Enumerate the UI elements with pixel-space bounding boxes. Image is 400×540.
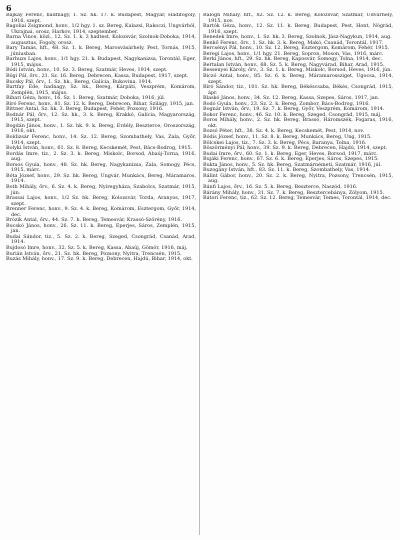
list-entry: Berki János, hft., 29. Sz. hk. Bereg, Kaposvár, Somogy, Tolna, 1914, dec. <box>203 56 383 63</box>
left-column <box>6 13 196 537</box>
page-number: 6 <box>6 3 12 13</box>
list-entry: Bódis József, honv., 11. Sz. 8. k. Bereg, Munkács, Bereg, Ung, 1915. <box>203 134 372 141</box>
list-entry: Biczó Antal, honv., 85. Sz. 6. k. Bereg, Máramarossziget, Ugocsa, 1914, szept. <box>203 73 393 85</box>
list-entry: Bölcskei Lajos, tiz., 7. Sz. 3. k. Bereg, Pécs, Baranya, Tolna, 1916. <box>203 139 367 146</box>
list-entry: Bozsó Péter, hft., 38. Sz. 4. k. Bereg, Kecskemét, Pest, 1914, nov. <box>203 128 365 135</box>
list-entry: Bartfay Ede, hadnagy, Sz. hk., Bereg, Kárpáti, Veszprém, Komárom, Zemplén, 1915, május. <box>6 84 196 96</box>
column-divider <box>199 13 200 535</box>
list-entry: Bodó Gyula, honv., 23. Sz. 2. k. Bereg, Zombor, Bács-Bodrog, 1916. <box>203 100 370 107</box>
list-entry: Beregi Lajos, honv., 1/1 hgy. 21. Bereg, Sopron, Moson, Vas, 1916, márc. <box>203 50 384 57</box>
list-entry: Buzás Mihály, honv., 17. Sz. 9. k. Bereg, Debrecen, Hajdú, Bihar, 1914, okt. <box>6 256 193 263</box>
list-entry: Bálint Gábor, honv., 20. Sz. 2. k. Bereg, Nyitra, Pozsony, Trencsén, 1915, aug. <box>203 172 393 185</box>
list-entry: Borsos Gyula, honv., 48. Sz. hk. Bereg, Nagykanizsa, Zala, Somogy, Pécs, 1915, márc. <box>6 161 196 174</box>
list-entry: Bódi István, honv., 10. Sz. 3. Bereg, Szatmár, Heves, 1914, szept. <box>6 67 168 74</box>
list-entry: Benedek Imre, honv., 1. Sz. hk. 3. Bereg, Szolnok, Jász-Nagykun, 1914, aug. <box>203 34 392 41</box>
list-entry: Bíró Sándor, tiz., 101. Sz. hk. Bereg, Békéscsaba, Békés, Csongrád, 1915, ápr. <box>203 84 393 96</box>
list-entry: Balogh Mihály, hft., 82. Sz. 12. k. Bereg, Kolozsvár, Szatmár, Udvarhely, 1915, nov. <box>203 13 393 24</box>
list-entry: Bokor Ferenc, honv., 46. Sz. 10. k. Bereg, Szeged, Csongrád, 1915, máj. <box>203 111 382 118</box>
list-entry: Bíró Ferenc, honv., 81. Sz. 12. k. Bereg, Debrecen, Bihar, Szilágy, 1915, jan. <box>6 100 195 107</box>
list-entry: Boros Mihály, honv., 2. Sz. hk. Bereg, Brassó, Háromszék, Fogaras, 1916, okt. <box>203 117 393 129</box>
list-entry: Bognár István, őrv., 19. Sz. 7. k. Bereg, Győr, Veszprém, Komárom, 1914. <box>203 106 385 113</box>
list-entry: Both Mihály, őrv., 6. Sz. 4. k. Bereg, Nyíregyháza, Szabolcs, Szatmár, 1915, jún. <box>6 183 196 196</box>
list-entry: Buzogány István, hft., 83. Sz. 11. k. Bereg, Szombathely, Vas, 1914. <box>203 167 371 174</box>
list-entry: Brózik Antal, őrv., 44. Sz. 7. k. Bereg, Temesvár, Krassó-Szörény, 1916. <box>6 217 182 224</box>
list-entry: Bartók Géza, honv., 12. Sz. 11. k. Bereg, Budapest, Pest, Hont, Nógrád, 1916, szept. <box>203 23 393 35</box>
list-entry: Bagoliai Zsigmond, honv., 1/2 hgy. 1. sz. Bereg, Kalazsi, Rakoczi, Ungvárból, Ukrajnai, orosz, Harkov, 1914, szeptember. <box>6 23 196 35</box>
list-entry: Bercsényi Pál, honv., 10. Sz. 12. Bereg, Esztergom, Komárom, Fehér, 1915. <box>203 45 390 52</box>
list-entry: Bóta József, honv., 29. Sz. hk. Bereg, Ungvár, Munkács, Bereg, Máramaros, 1914. <box>6 172 196 185</box>
list-entry: Bujáki Ferenc, honv., 67. Sz. 6. k. Bereg, Eperjes, Sáros, Szepes, 1915. <box>203 156 379 163</box>
list-entry: Bogdán János, honv., 1. Sz. hk. 9. k. Bereg, Erdély, Beszterce, Oroszország, 1916, okt. <box>6 122 196 135</box>
list-entry: Bucskó János, honv., 26. Sz. 11. k. Bereg, Eperjes, Sáros, Zemplén, 1915, jan. <box>6 222 196 235</box>
list-entry: Boldizsár Ferenc, honv., 14. Sz. 12. Bereg, Szombathely, Vas, Zala, Győr, 1914, szept. <box>6 134 196 146</box>
list-entry: Barna Vince, közl., 12. Sz. 1. k. 3 hadtest, Kolozsvár, Szolnok-Doboka, 1914, augusztus, Fogoly, orosz. <box>6 34 196 46</box>
list-entry: Bögi Pál, őrv., 21. Sz. 16. Bereg, Debrecen, Kassa, Budapest, 1917, szept. <box>6 73 189 80</box>
list-entry: Brassai Lajos, honv., 1/2 Sz. hk. Bereg, Kolozsvár, Torda, Aranyos, 1917, szept. <box>6 195 196 207</box>
list-entry: Bánfi Lajos, őrv., 16. Sz. 5. k. Bereg, Beszterce, Naszód, 1916. <box>203 183 358 190</box>
list-entry: Blaskó János, honv., 34. Sz. 12. Bereg, Kassa, Szepes, Sáros, 1917, jan. <box>203 95 380 102</box>
list-entry: Barhuzs Lajos, honv., 1/1 hgy. 21. k. Budapest, Nagykanizsa, Torontál, Eger, 1915, május. <box>6 56 196 68</box>
list-entry: Bárány Mihály, honv., 31. Sz. 7. k. Bereg, Besztercebánya, Zólyom, 1915. <box>203 189 385 196</box>
list-entry: Bertalan István, honv., 68. Sz. 5. k. Bereg, Nagyvárad, Bihar, Arad, 1915. <box>203 61 385 68</box>
list-entry: Brenner Ferenc, honv., 9. Sz. 4. k. Bereg, Komárom, Esztergom, Győr, 1914, dec. <box>6 206 196 218</box>
list-entry: Böszörményi Pál, honv., 39. Sz. 9. k. Bereg, Debrecen, Hajdú, 1914, szept. <box>203 145 388 152</box>
list-entry: Bittner Antal, Sz. hk. 3. Bereg, Budapest, Fehér, Pozsony, 1916. <box>6 106 164 113</box>
right-column <box>203 13 393 537</box>
list-entry: Bary Tamás, hft., 48. Sz. 1. k. Bereg, Marosvásárhely, Pest, Tornás, 1915, júniusban. <box>6 45 196 57</box>
list-entry: Bolyki István, honv., 61. Sz. 8. Bereg, Kecskemét, Pest, Bács-Bodrog, 1915. <box>6 145 193 152</box>
list-entry: Budai Imre, őrv., 60. Sz. 1. k. Bereg, Eger, Heves, Borsod, 1917, márc. <box>203 150 378 157</box>
list-entry: Benkő Ferenc, őrv., 1. Sz. hk. 3. k. Bereg, Makó, Csanád, Torontál, 1917. <box>203 39 384 46</box>
list-entry: Bukta János, honv., 5. Sz. hk. Bereg, Szatmárnémeti, Szatmár, 1916, júl. <box>203 161 382 168</box>
list-entry: Bordás Imre, tiz., 2. Sz. 3. k. Bereg, Miskolc, Borsod, Abaúj-Torna, 1916, aug. <box>6 150 196 163</box>
list-entry: Bátori Ferenc, tiz., 62. Sz. 12. Bereg, Temesvár, Temes, Torontál, 1914, dec. <box>203 195 392 202</box>
list-entry: Bessenyei Károly, őrv., 3. Sz. 1. k. Bereg, Miskolc, Borsod, Heves, 1916, jún. <box>203 67 392 74</box>
list-entry: Bodnár Pál, őrv., 12. Sz. hk., 3. k. Bereg, Krakkó, Galícia, Magyarország, 1915, szept. <box>6 111 196 124</box>
list-entry: Bihari Géza, honv., 16. Sz. 1. Bereg, Szatmár, Doboka, 1916, júl. <box>6 95 166 102</box>
list-entry: Burián István, őrv., 21. Sz. hk. Bereg, Pozsony, Nyitra, Trencsén, 1915. <box>6 250 182 257</box>
list-entry: Budai Sándor, tiz., 5. Sz. 2. k. Bereg, Szeged, Csongrád, Csanád, Arad, 1914. <box>6 233 196 246</box>
list-entry: Bujdosó Imre, honv., 32. Sz. 5. k. Bereg, Kassa, Abaúj, Gömör, 1916, máj. <box>6 244 188 251</box>
list-entry: Bajkay Ferenc, hadfnagy, 1. Sz. hk. 17. k. Budapest, Magyar, Hadifogoly, 1916, szept. <box>6 13 196 24</box>
list-entry: Bucsky Pál, őrv., 1. Sz. hk., Bereg, Galícia, Bukovina, 1914. <box>6 78 153 85</box>
